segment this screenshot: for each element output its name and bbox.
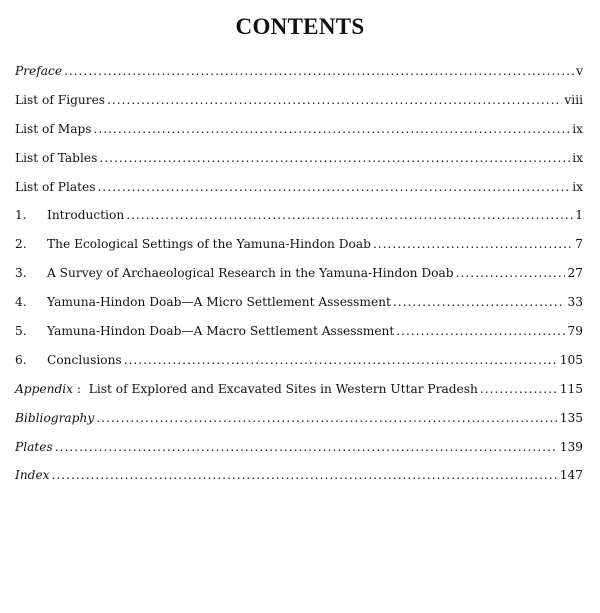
toc-entry-page: ix — [572, 121, 583, 136]
dot-leader — [480, 380, 558, 398]
toc-entry[interactable] — [15, 149, 583, 178]
toc-entry-page: 33 — [567, 295, 583, 310]
toc-entry-title — [15, 409, 94, 427]
toc-entry[interactable] — [15, 235, 583, 264]
toc-entry-label: Conclusions — [47, 352, 122, 367]
toc-entry-label: The Ecological Settings of the Yamuna-Hindon Doab — [47, 237, 371, 252]
dot-leader — [373, 235, 573, 253]
toc-entry-number: 4. — [15, 295, 27, 310]
toc-entry-label: Preface — [15, 64, 63, 78]
toc-entry-label: Introduction — [47, 208, 125, 223]
toc-entry[interactable] — [15, 264, 583, 293]
toc-entry-title — [15, 120, 92, 138]
toc-entry-page: v — [576, 64, 583, 78]
toc-entry-page: 79 — [567, 324, 583, 339]
toc-entry-label: Bibliography — [15, 410, 95, 425]
dot-leader — [124, 351, 558, 369]
toc-entry[interactable] — [15, 466, 583, 495]
toc-entry-page: 105 — [559, 352, 583, 367]
toc-entry-page: 135 — [559, 410, 583, 425]
dot-leader — [94, 120, 571, 138]
toc-entry-number: 5. — [15, 324, 27, 339]
toc-entry-label: List of Figures — [15, 92, 106, 107]
toc-entry-label: List of Tables — [15, 150, 98, 165]
toc-entry-number: 3. — [15, 266, 27, 281]
toc-entry-page: ix — [572, 179, 583, 194]
dot-leader — [107, 91, 562, 109]
toc-entry-title — [15, 62, 62, 80]
toc-entry-title — [15, 466, 50, 484]
toc-entry[interactable] — [15, 206, 583, 235]
toc-entry-title — [47, 235, 371, 253]
page-title: CONTENTS — [235, 14, 365, 39]
toc-entry[interactable] — [15, 409, 583, 438]
toc-entry-title — [47, 264, 454, 282]
toc-entry[interactable] — [15, 120, 583, 149]
dot-leader — [396, 322, 565, 340]
toc-entry[interactable] — [15, 380, 583, 409]
toc-entry-title — [47, 322, 394, 340]
toc-entry-page: 27 — [567, 266, 583, 281]
toc-entry-number: 1. — [15, 208, 27, 223]
toc-entry[interactable] — [15, 322, 583, 351]
toc-entry[interactable] — [15, 438, 583, 467]
toc-entry-page: 115 — [559, 381, 583, 396]
toc-entry-label: A Survey of Archaeological Research in the Yamuna-Hindon Doab — [47, 266, 454, 281]
dot-leader — [55, 438, 558, 456]
toc-entry-page: 1 — [575, 208, 583, 223]
toc-entry-label: Yamuna-Hindon Doab—A Micro Settlement Assessment — [47, 295, 391, 310]
table-of-contents — [15, 62, 583, 495]
toc-entry-label: Index — [15, 468, 50, 483]
dot-leader — [96, 409, 558, 427]
toc-entry[interactable] — [15, 351, 583, 380]
toc-entry-label: Yamuna-Hindon Doab—A Macro Settlement Assessment — [47, 324, 395, 339]
toc-entry[interactable] — [15, 62, 583, 91]
toc-entry-title — [15, 380, 478, 398]
toc-entry-label: List of Plates — [15, 179, 96, 194]
toc-entry-title — [15, 149, 97, 167]
dot-leader — [393, 293, 566, 311]
toc-entry-title — [47, 206, 124, 224]
toc-entry[interactable] — [15, 91, 583, 120]
toc-entry-page: 139 — [559, 439, 583, 454]
dot-leader — [52, 466, 558, 484]
dot-leader — [456, 264, 566, 282]
toc-entry-label: List of Maps — [15, 121, 92, 136]
toc-entry[interactable] — [15, 293, 583, 322]
toc-entry-label: Plates — [15, 439, 53, 454]
toc-entry-title — [47, 351, 122, 369]
toc-entry-page: viii — [564, 92, 583, 107]
dot-leader — [126, 206, 573, 224]
toc-entry[interactable] — [15, 178, 583, 207]
dot-leader — [64, 62, 574, 80]
dot-leader — [99, 149, 570, 167]
toc-entry-number: 6. — [15, 352, 27, 367]
toc-entry-page: 147 — [559, 468, 583, 483]
toc-entry-title — [15, 438, 53, 456]
toc-entry-number: 2. — [15, 237, 27, 252]
toc-entry-title — [47, 293, 391, 311]
toc-entry-subtitle: : List of Explored and Excavated Sites in Western Uttar Pradesh — [73, 381, 478, 396]
toc-entry-label: Appendix — [15, 381, 74, 396]
toc-entry-page: 7 — [575, 237, 583, 252]
toc-entry-title — [15, 178, 95, 196]
toc-entry-title — [15, 91, 105, 109]
toc-entry-page: ix — [572, 150, 583, 165]
dot-leader — [97, 178, 570, 196]
